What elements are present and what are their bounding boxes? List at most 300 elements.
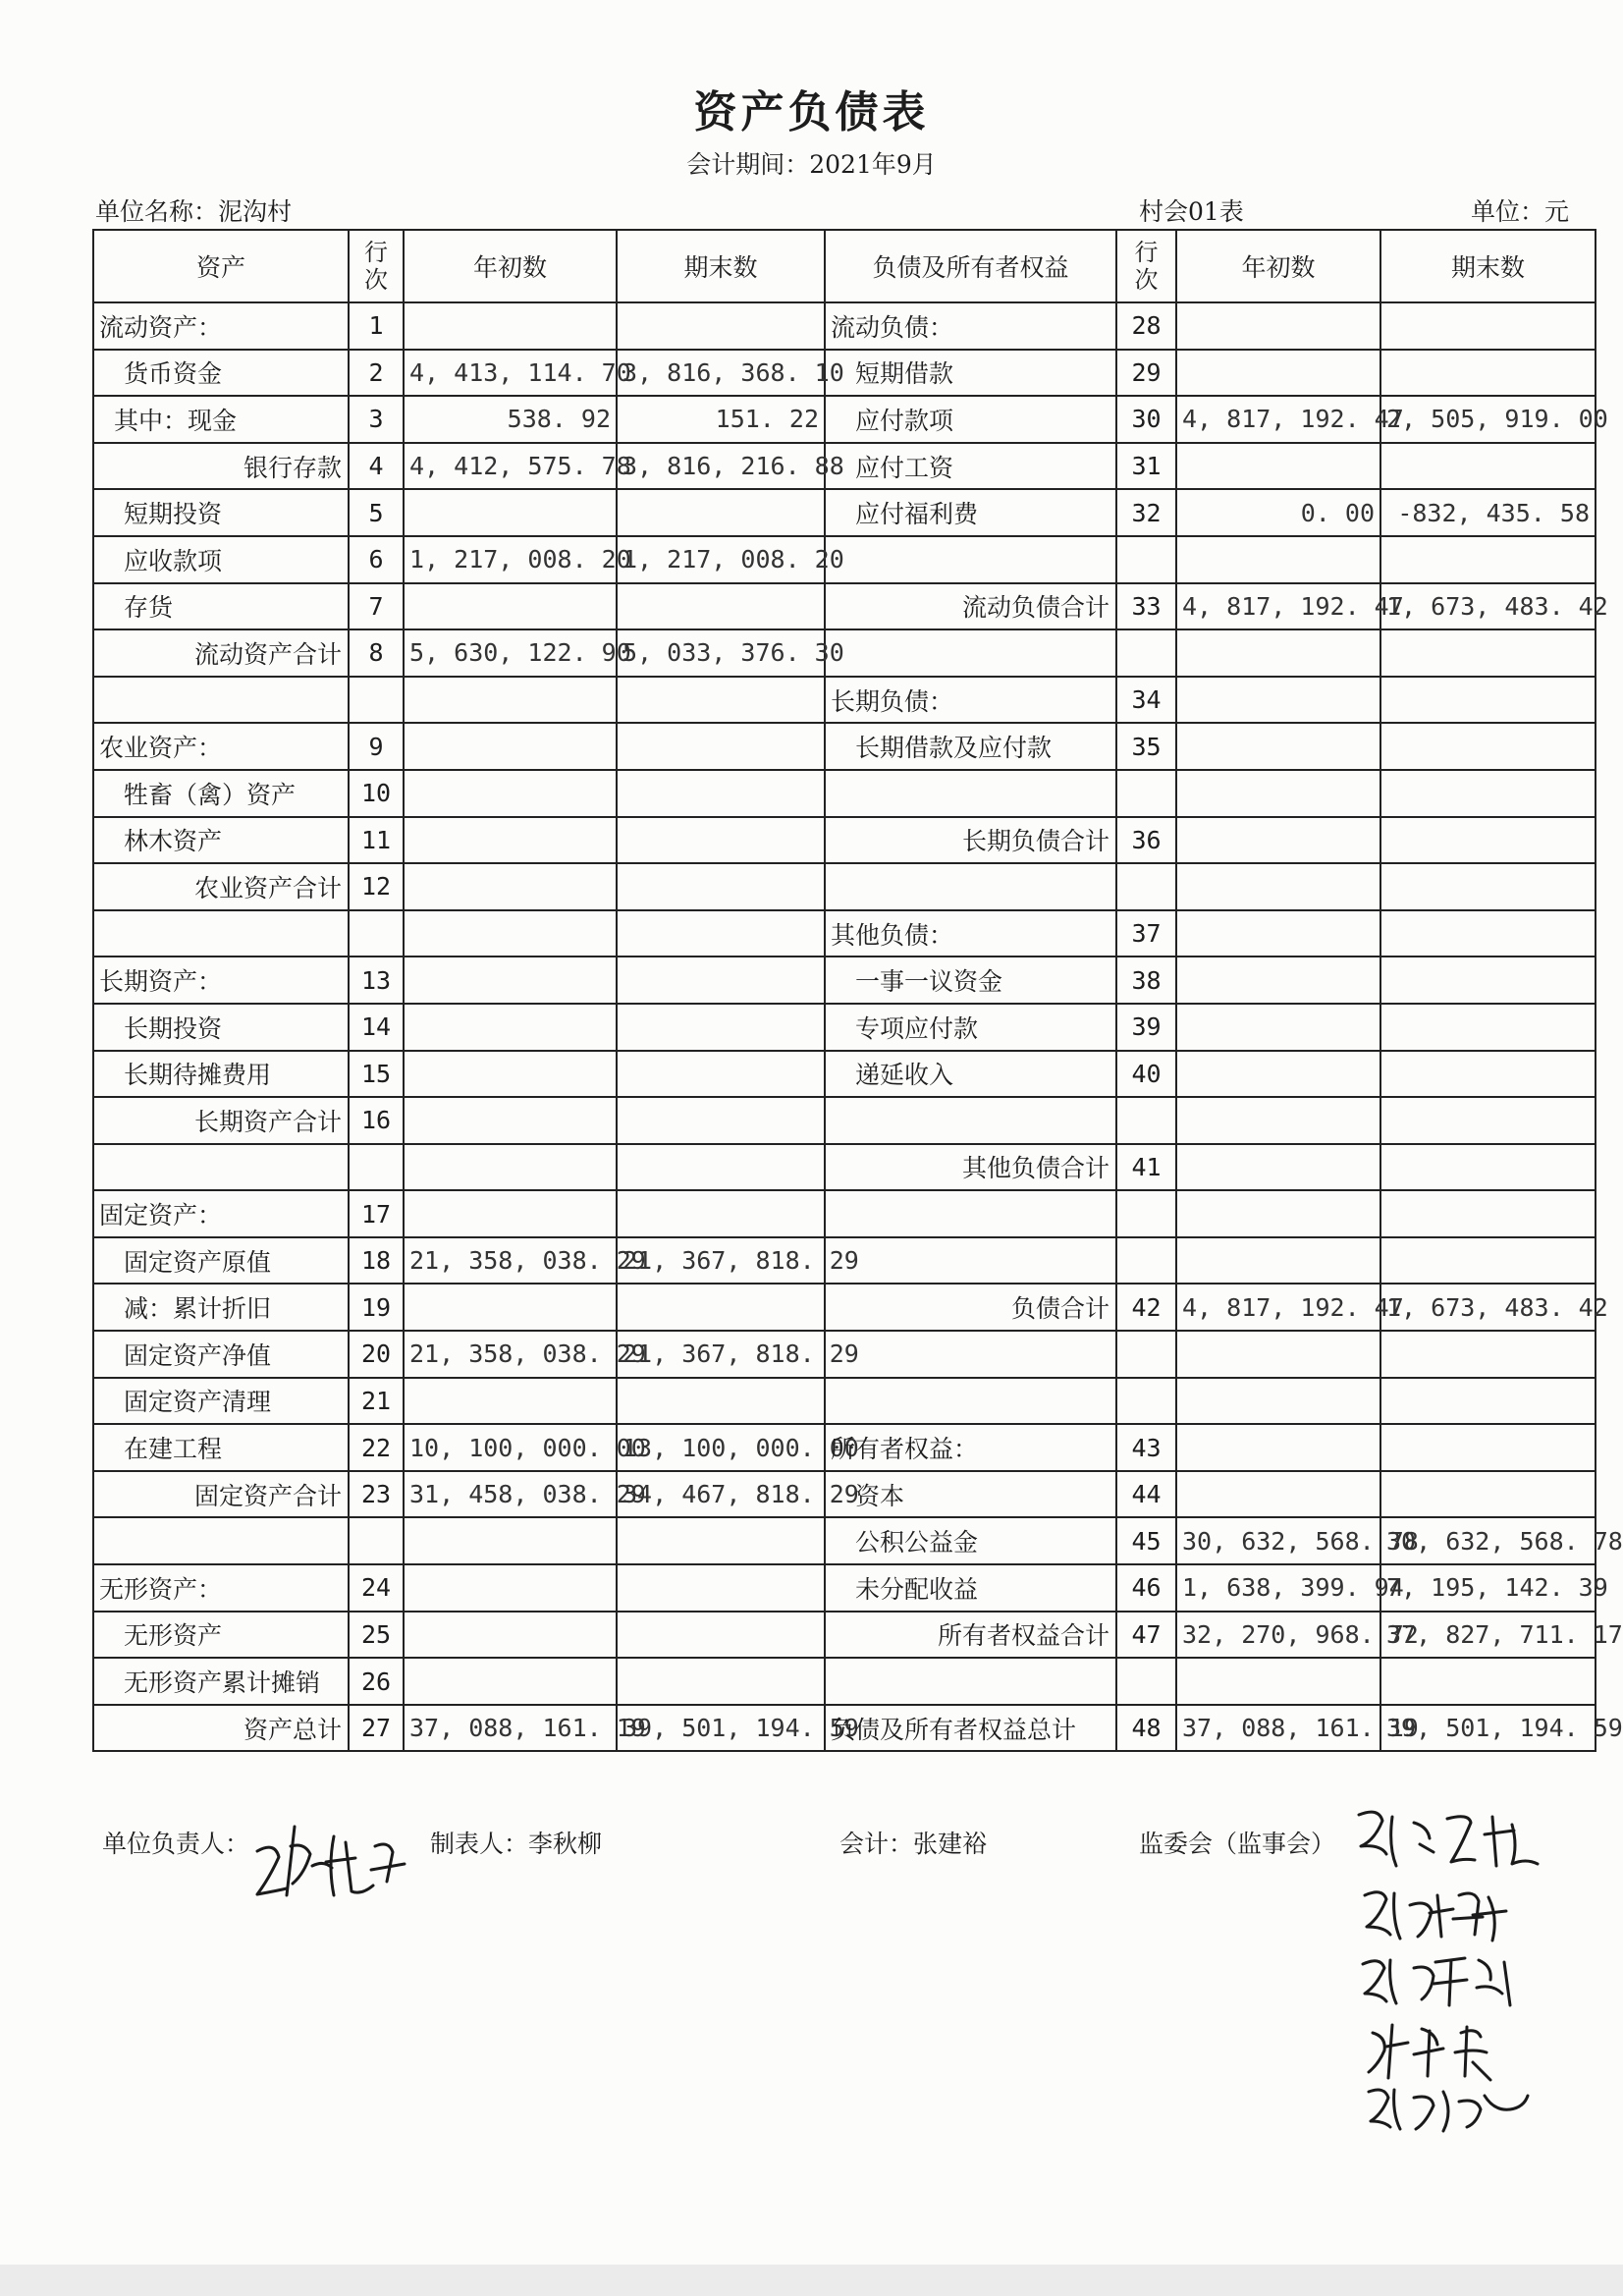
- asset-label: 存货: [93, 583, 349, 630]
- liability-line-no: [1116, 1237, 1176, 1285]
- asset-begin-value: 21, 358, 038. 29: [404, 1331, 617, 1378]
- asset-begin-value: [404, 489, 617, 536]
- asset-begin-value: [404, 1004, 617, 1051]
- liability-end-value: [1380, 302, 1596, 350]
- asset-line-no: 9: [349, 723, 404, 770]
- page-title: 资产负债表: [693, 87, 930, 137]
- table-row: [93, 723, 1596, 770]
- asset-line-no: 20: [349, 1331, 404, 1378]
- asset-label: 长期投资: [93, 1004, 349, 1051]
- liability-label: 流动负债：: [825, 302, 1116, 350]
- asset-label: 固定资产合计: [93, 1471, 349, 1518]
- liability-begin-value: [1176, 1424, 1380, 1471]
- liability-end-value: [1380, 1331, 1596, 1378]
- liability-end-value: [1380, 1144, 1596, 1191]
- liability-label: 应付款项: [825, 396, 1116, 443]
- supervisor-label: 监委会（监事会）: [1139, 1830, 1336, 1858]
- table-row: [93, 1284, 1596, 1331]
- liability-begin-value: [1176, 443, 1380, 490]
- liability-label: [825, 536, 1116, 583]
- liability-label: 应付福利费: [825, 489, 1116, 536]
- liability-line-no: 30: [1116, 396, 1176, 443]
- asset-label: 长期资产：: [93, 957, 349, 1004]
- liability-line-no: [1116, 1190, 1176, 1237]
- liability-end-value: 37, 827, 711. 17: [1380, 1612, 1596, 1659]
- liability-begin-value: [1176, 1144, 1380, 1191]
- liability-label: 长期借款及应付款: [825, 723, 1116, 770]
- asset-begin-value: 4, 412, 575. 78: [404, 443, 617, 490]
- asset-line-no: 27: [349, 1705, 404, 1752]
- liability-end-value: [1380, 1190, 1596, 1237]
- asset-end-value: [617, 817, 825, 864]
- asset-begin-value: 538. 92: [404, 396, 617, 443]
- asset-begin-value: [404, 1564, 617, 1612]
- table-row: [93, 489, 1596, 536]
- liability-label: 专项应付款: [825, 1004, 1116, 1051]
- asset-line-no: 6: [349, 536, 404, 583]
- liability-begin-value: 37, 088, 161. 19: [1176, 1705, 1380, 1752]
- liability-begin-value: 0. 00: [1176, 489, 1380, 536]
- asset-line-no: 22: [349, 1424, 404, 1471]
- liability-label: 未分配收益: [825, 1564, 1116, 1612]
- principal-label: 单位负责人：: [102, 1830, 250, 1858]
- asset-begin-value: 31, 458, 038. 29: [404, 1471, 617, 1518]
- table-row: [93, 957, 1596, 1004]
- asset-begin-value: [404, 1190, 617, 1237]
- asset-label: 长期待摊费用: [93, 1051, 349, 1098]
- supervisor-signature-3: [1363, 1958, 1510, 2005]
- table-row: [93, 770, 1596, 817]
- liability-label: 其他负债：: [825, 910, 1116, 957]
- liability-line-no: 39: [1116, 1004, 1176, 1051]
- liability-end-value: [1380, 1658, 1596, 1705]
- asset-label: [93, 1144, 349, 1191]
- liability-line-no: [1116, 536, 1176, 583]
- asset-begin-value: [404, 1097, 617, 1144]
- liability-end-value: 1, 673, 483. 42: [1380, 583, 1596, 630]
- table-row: [93, 1564, 1596, 1612]
- supervisor-signature-5: [1369, 2090, 1528, 2131]
- asset-begin-value: [404, 1612, 617, 1659]
- header-begin: 年初数: [1176, 230, 1380, 302]
- asset-begin-value: [404, 770, 617, 817]
- liability-end-value: [1380, 723, 1596, 770]
- liability-line-no: [1116, 1658, 1176, 1705]
- liability-begin-value: [1176, 1658, 1380, 1705]
- asset-begin-value: [404, 1051, 617, 1098]
- liability-line-no: 36: [1116, 817, 1176, 864]
- table-row: [93, 1237, 1596, 1285]
- liability-end-value: [1380, 350, 1596, 397]
- liability-line-no: [1116, 770, 1176, 817]
- asset-line-no: 18: [349, 1237, 404, 1285]
- asset-end-value: [617, 910, 825, 957]
- liability-label: 一事一议资金: [825, 957, 1116, 1004]
- liability-begin-value: 32, 270, 968. 72: [1176, 1612, 1380, 1659]
- asset-label: [93, 910, 349, 957]
- liability-label: [825, 1097, 1116, 1144]
- liability-line-no: 35: [1116, 723, 1176, 770]
- liability-line-no: [1116, 1331, 1176, 1378]
- liability-end-value: 7, 195, 142. 39: [1380, 1564, 1596, 1612]
- asset-begin-value: [404, 1517, 617, 1564]
- asset-end-value: [617, 1097, 825, 1144]
- asset-line-no: 2: [349, 350, 404, 397]
- liability-end-value: [1380, 817, 1596, 864]
- liability-line-no: 47: [1116, 1612, 1176, 1659]
- asset-begin-value: [404, 863, 617, 910]
- asset-line-no: 11: [349, 817, 404, 864]
- liability-label: 长期负债合计: [825, 817, 1116, 864]
- liability-begin-value: 1, 638, 399. 94: [1176, 1564, 1380, 1612]
- liability-label: [825, 1658, 1116, 1705]
- liability-begin-value: [1176, 863, 1380, 910]
- asset-label: 固定资产原值: [93, 1237, 349, 1285]
- liability-begin-value: [1176, 302, 1380, 350]
- asset-label: 固定资产：: [93, 1190, 349, 1237]
- accountant-label: 会计：张建裕: [839, 1830, 988, 1858]
- asset-end-value: [617, 1051, 825, 1098]
- asset-begin-value: [404, 957, 617, 1004]
- liability-begin-value: 4, 817, 192. 47: [1176, 1284, 1380, 1331]
- asset-begin-value: [404, 302, 617, 350]
- principal-signature: [257, 1827, 405, 1895]
- liability-label: [825, 770, 1116, 817]
- asset-line-no: [349, 1144, 404, 1191]
- liability-label: 其他负债合计: [825, 1144, 1116, 1191]
- asset-line-no: 1: [349, 302, 404, 350]
- table-row: [93, 863, 1596, 910]
- table-row: [93, 629, 1596, 677]
- liability-begin-value: [1176, 1237, 1380, 1285]
- table-row: [93, 1004, 1596, 1051]
- asset-label: [93, 677, 349, 724]
- table-row: [93, 1190, 1596, 1237]
- liability-begin-value: [1176, 910, 1380, 957]
- unit-name: 单位名称：泥沟村: [95, 197, 293, 226]
- liability-begin-value: [1176, 677, 1380, 724]
- asset-label: 农业资产：: [93, 723, 349, 770]
- asset-label: 固定资产净值: [93, 1331, 349, 1378]
- asset-line-no: 26: [349, 1658, 404, 1705]
- asset-begin-value: [404, 1284, 617, 1331]
- liability-label: 所有者权益合计: [825, 1612, 1116, 1659]
- liability-line-no: [1116, 1097, 1176, 1144]
- header-liabilities: 负债及所有者权益: [825, 230, 1116, 302]
- asset-end-value: [617, 1612, 825, 1659]
- asset-end-value: 3, 816, 368. 10: [617, 350, 825, 397]
- liability-label: 递延收入: [825, 1051, 1116, 1098]
- liability-end-value: [1380, 1004, 1596, 1051]
- asset-begin-value: [404, 723, 617, 770]
- header-end: 期末数: [617, 230, 825, 302]
- scan-edge: [0, 2265, 1623, 2296]
- asset-begin-value: 37, 088, 161. 19: [404, 1705, 617, 1752]
- asset-label: 牲畜（禽）资产: [93, 770, 349, 817]
- table-row: [93, 536, 1596, 583]
- asset-label: 农业资产合计: [93, 863, 349, 910]
- asset-line-no: 24: [349, 1564, 404, 1612]
- asset-end-value: 21, 367, 818. 29: [617, 1237, 825, 1285]
- asset-label: 货币资金: [93, 350, 349, 397]
- asset-line-no: 3: [349, 396, 404, 443]
- table-row: [93, 396, 1596, 443]
- table-row: [93, 583, 1596, 630]
- liability-line-no: 31: [1116, 443, 1176, 490]
- table-row: [93, 1378, 1596, 1425]
- liability-begin-value: [1176, 1471, 1380, 1518]
- currency-unit: 单位：元: [1471, 197, 1570, 226]
- liability-label: 负债及所有者权益总计: [825, 1705, 1116, 1752]
- liability-line-no: 40: [1116, 1051, 1176, 1098]
- asset-label: [93, 1517, 349, 1564]
- liability-line-no: 28: [1116, 302, 1176, 350]
- asset-line-no: 10: [349, 770, 404, 817]
- table-row: [93, 910, 1596, 957]
- asset-end-value: [617, 583, 825, 630]
- asset-begin-value: [404, 910, 617, 957]
- asset-begin-value: [404, 1378, 617, 1425]
- asset-line-no: 4: [349, 443, 404, 490]
- liability-end-value: 2, 505, 919. 00: [1380, 396, 1596, 443]
- header-line-no: 行 次: [349, 230, 404, 302]
- asset-label: 在建工程: [93, 1424, 349, 1471]
- liability-end-value: [1380, 1378, 1596, 1425]
- asset-begin-value: [404, 1144, 617, 1191]
- asset-label: 短期投资: [93, 489, 349, 536]
- liability-label: 公积公益金: [825, 1517, 1116, 1564]
- liability-begin-value: [1176, 536, 1380, 583]
- asset-end-value: 39, 501, 194. 59: [617, 1705, 825, 1752]
- table-row: [93, 350, 1596, 397]
- asset-label: 无形资产：: [93, 1564, 349, 1612]
- liability-end-value: [1380, 1051, 1596, 1098]
- table-row: [93, 1612, 1596, 1659]
- asset-line-no: 21: [349, 1378, 404, 1425]
- liability-begin-value: 4, 817, 192. 47: [1176, 396, 1380, 443]
- asset-begin-value: 10, 100, 000. 00: [404, 1424, 617, 1471]
- form-number: 村会01表: [1139, 197, 1244, 226]
- table-row: [93, 443, 1596, 490]
- liability-begin-value: [1176, 629, 1380, 677]
- header-line-no: 行 次: [1116, 230, 1176, 302]
- asset-end-value: [617, 1517, 825, 1564]
- liability-label: [825, 629, 1116, 677]
- asset-end-value: [617, 863, 825, 910]
- asset-label: 银行存款: [93, 443, 349, 490]
- liability-end-value: 39, 501, 194. 59: [1380, 1705, 1596, 1752]
- asset-line-no: [349, 1517, 404, 1564]
- asset-label: 应收款项: [93, 536, 349, 583]
- table-row: [93, 1424, 1596, 1471]
- liability-end-value: [1380, 910, 1596, 957]
- asset-end-value: [617, 1144, 825, 1191]
- liability-end-value: 30, 632, 568. 78: [1380, 1517, 1596, 1564]
- liability-end-value: 1, 673, 483. 42: [1380, 1284, 1596, 1331]
- table-header-row: [93, 230, 1596, 302]
- asset-line-no: 7: [349, 583, 404, 630]
- liability-line-no: 45: [1116, 1517, 1176, 1564]
- asset-line-no: [349, 677, 404, 724]
- liability-line-no: 41: [1116, 1144, 1176, 1191]
- asset-end-value: [617, 770, 825, 817]
- liability-line-no: [1116, 1378, 1176, 1425]
- liability-label: 资本: [825, 1471, 1116, 1518]
- asset-end-value: [617, 723, 825, 770]
- liability-label: [825, 1190, 1116, 1237]
- asset-line-no: 8: [349, 629, 404, 677]
- table-row: [93, 1658, 1596, 1705]
- table-row: [93, 677, 1596, 724]
- liability-end-value: [1380, 957, 1596, 1004]
- liability-label: 负债合计: [825, 1284, 1116, 1331]
- liability-line-no: 43: [1116, 1424, 1176, 1471]
- header-begin: 年初数: [404, 230, 617, 302]
- liability-begin-value: 4, 817, 192. 47: [1176, 583, 1380, 630]
- liability-label: [825, 1331, 1116, 1378]
- table-row: [93, 1097, 1596, 1144]
- table-row: [93, 1471, 1596, 1518]
- asset-line-no: 13: [349, 957, 404, 1004]
- liability-begin-value: [1176, 1051, 1380, 1098]
- liability-begin-value: [1176, 350, 1380, 397]
- asset-begin-value: 4, 413, 114. 70: [404, 350, 617, 397]
- liability-end-value: [1380, 1424, 1596, 1471]
- asset-label: 无形资产: [93, 1612, 349, 1659]
- asset-begin-value: 5, 630, 122. 90: [404, 629, 617, 677]
- liability-label: 短期借款: [825, 350, 1116, 397]
- table-row: [93, 1144, 1596, 1191]
- liability-end-value: [1380, 536, 1596, 583]
- asset-label: 无形资产累计摊销: [93, 1658, 349, 1705]
- asset-label: 流动资产合计: [93, 629, 349, 677]
- asset-end-value: [617, 489, 825, 536]
- liability-begin-value: [1176, 1331, 1380, 1378]
- liability-label: [825, 1378, 1116, 1425]
- asset-begin-value: [404, 677, 617, 724]
- asset-begin-value: [404, 817, 617, 864]
- asset-end-value: [617, 1564, 825, 1612]
- liability-end-value: [1380, 629, 1596, 677]
- liability-end-value: [1380, 1471, 1596, 1518]
- asset-line-no: 23: [349, 1471, 404, 1518]
- liability-end-value: [1380, 863, 1596, 910]
- table-row: [93, 1705, 1596, 1752]
- asset-label: 资产总计: [93, 1705, 349, 1752]
- asset-line-no: 14: [349, 1004, 404, 1051]
- asset-end-value: 3, 816, 216. 88: [617, 443, 825, 490]
- liability-begin-value: [1176, 770, 1380, 817]
- asset-end-value: 34, 467, 818. 29: [617, 1471, 825, 1518]
- asset-line-no: 19: [349, 1284, 404, 1331]
- asset-end-value: [617, 302, 825, 350]
- asset-end-value: [617, 957, 825, 1004]
- asset-end-value: 1, 217, 008. 20: [617, 536, 825, 583]
- liability-line-no: 38: [1116, 957, 1176, 1004]
- header-assets: 资产: [93, 230, 349, 302]
- table-row: [93, 302, 1596, 350]
- liability-begin-value: [1176, 1004, 1380, 1051]
- liability-begin-value: [1176, 1190, 1380, 1237]
- liability-label: [825, 1237, 1116, 1285]
- liability-line-no: 32: [1116, 489, 1176, 536]
- liability-end-value: [1380, 677, 1596, 724]
- asset-label: 固定资产清理: [93, 1378, 349, 1425]
- asset-line-no: 17: [349, 1190, 404, 1237]
- asset-line-no: 25: [349, 1612, 404, 1659]
- liability-begin-value: [1176, 1378, 1380, 1425]
- asset-label: 长期资产合计: [93, 1097, 349, 1144]
- asset-line-no: 16: [349, 1097, 404, 1144]
- asset-label: 林木资产: [93, 817, 349, 864]
- liability-end-value: [1380, 770, 1596, 817]
- liability-line-no: 34: [1116, 677, 1176, 724]
- table-row: [93, 1517, 1596, 1564]
- liability-line-no: 29: [1116, 350, 1176, 397]
- liability-line-no: [1116, 863, 1176, 910]
- balance-sheet-table: [92, 229, 1623, 1752]
- table-row: [93, 1051, 1596, 1098]
- table-row: [93, 817, 1596, 864]
- asset-end-value: [617, 1190, 825, 1237]
- accounting-period: 会计期间：2021年9月: [686, 150, 937, 179]
- liability-end-value: [1380, 443, 1596, 490]
- liability-begin-value: [1176, 1097, 1380, 1144]
- asset-end-value: 21, 367, 818. 29: [617, 1331, 825, 1378]
- table-row: [93, 1331, 1596, 1378]
- supervisor-signature-4: [1369, 2025, 1490, 2080]
- liability-end-value: -832, 435. 58: [1380, 489, 1596, 536]
- asset-label: 流动资产：: [93, 302, 349, 350]
- liability-line-no: 33: [1116, 583, 1176, 630]
- liability-end-value: [1380, 1097, 1596, 1144]
- supervisor-signature-1: [1359, 1812, 1538, 1866]
- liability-label: [825, 863, 1116, 910]
- asset-end-value: [617, 1378, 825, 1425]
- liability-begin-value: [1176, 817, 1380, 864]
- header-end: 期末数: [1380, 230, 1596, 302]
- asset-label: 其中：现金: [93, 396, 349, 443]
- asset-end-value: 13, 100, 000. 00: [617, 1424, 825, 1471]
- liability-line-no: 48: [1116, 1705, 1176, 1752]
- asset-end-value: [617, 1004, 825, 1051]
- liability-begin-value: 30, 632, 568. 78: [1176, 1517, 1380, 1564]
- asset-line-no: [349, 910, 404, 957]
- asset-line-no: 5: [349, 489, 404, 536]
- asset-end-value: 5, 033, 376. 30: [617, 629, 825, 677]
- liability-line-no: 37: [1116, 910, 1176, 957]
- liability-line-no: 46: [1116, 1564, 1176, 1612]
- asset-line-no: 12: [349, 863, 404, 910]
- liability-line-no: 42: [1116, 1284, 1176, 1331]
- liability-end-value: [1380, 1237, 1596, 1285]
- asset-begin-value: 1, 217, 008. 20: [404, 536, 617, 583]
- asset-end-value: [617, 1658, 825, 1705]
- asset-end-value: [617, 1284, 825, 1331]
- asset-begin-value: [404, 583, 617, 630]
- liability-begin-value: [1176, 723, 1380, 770]
- liability-line-no: 44: [1116, 1471, 1176, 1518]
- asset-label: 减：累计折旧: [93, 1284, 349, 1331]
- liability-line-no: [1116, 629, 1176, 677]
- liability-begin-value: [1176, 957, 1380, 1004]
- liability-label: 所有者权益：: [825, 1424, 1116, 1471]
- asset-begin-value: [404, 1658, 617, 1705]
- preparer-label: 制表人：李秋柳: [430, 1830, 603, 1858]
- asset-end-value: 151. 22: [617, 396, 825, 443]
- liability-label: 流动负债合计: [825, 583, 1116, 630]
- asset-line-no: 15: [349, 1051, 404, 1098]
